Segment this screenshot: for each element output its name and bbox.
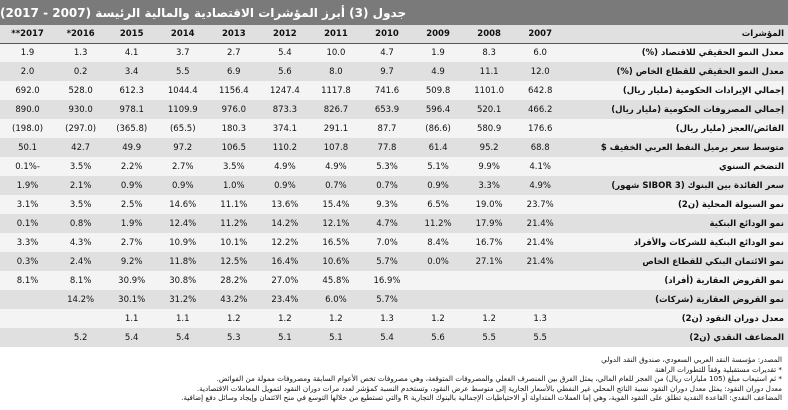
table-cell: 2.1% bbox=[55, 176, 106, 195]
table-row bbox=[0, 252, 788, 271]
table-cell: 4.9% bbox=[515, 176, 566, 195]
table-cell: 509.8 bbox=[413, 81, 464, 100]
table-cell: 23.4% bbox=[259, 290, 310, 309]
table-cell: 4.9% bbox=[259, 157, 310, 176]
table-row bbox=[0, 138, 788, 157]
indicators-table bbox=[0, 25, 788, 347]
table-cell: 9.3% bbox=[361, 195, 412, 214]
table-cell: 1044.4 bbox=[157, 81, 208, 100]
table-cell: 0.9% bbox=[259, 176, 310, 195]
table-title bbox=[0, 0, 788, 25]
table-cell: 0.3% bbox=[0, 252, 55, 271]
header-year: 2013 bbox=[208, 25, 259, 43]
table-cell: 45.8% bbox=[310, 271, 361, 290]
header-year: 2007 bbox=[515, 25, 566, 43]
table-cell: 5.5 bbox=[515, 328, 566, 347]
table-cell: 10.6% bbox=[310, 252, 361, 271]
row-label: إجمالي المصروفات الحكومية (مليار ريال) bbox=[566, 100, 788, 119]
table-cell: 0.7% bbox=[310, 176, 361, 195]
table-cell: 5.5 bbox=[157, 62, 208, 81]
table-cell: 42.7 bbox=[55, 138, 106, 157]
table-cell: 176.6 bbox=[515, 119, 566, 138]
table-cell: 14.6% bbox=[157, 195, 208, 214]
row-label: معدل النمو الحقيقي للقطاع الخاص (%) bbox=[566, 62, 788, 81]
table-cell: 5.1 bbox=[259, 328, 310, 347]
table-cell: 5.4 bbox=[361, 328, 412, 347]
row-label: نمو القروض العقارية (أفراد) bbox=[566, 271, 788, 290]
table-cell: 8.0 bbox=[310, 62, 361, 81]
table-cell: 30.8% bbox=[157, 271, 208, 290]
table-row bbox=[0, 157, 788, 176]
footnote-line: المضاعف النقدي: القاعدة النقدية تطلق على النقود القوية، وهي إما العملات المتداولة أو الاحتياطيات الإجمالية بالبنوك التجارية R والتي تستطيع من خلالها التوسع في منح الائتمان وإيجاد وسائل دفع إضافية. bbox=[181, 393, 782, 403]
table-cell bbox=[413, 290, 464, 309]
table-cell: 3.5% bbox=[208, 157, 259, 176]
table-cell: 5.6 bbox=[259, 62, 310, 81]
row-label: متوسط سعر برميل النفط العربي الخفيف $ bbox=[566, 138, 788, 157]
table-cell: 49.9 bbox=[106, 138, 157, 157]
row-label: نمو الودائع البنكية bbox=[566, 214, 788, 233]
table-cell: 16.5% bbox=[310, 233, 361, 252]
table-cell: 43.2% bbox=[208, 290, 259, 309]
table-cell: 11.1% bbox=[208, 195, 259, 214]
table-cell: 5.1 bbox=[310, 328, 361, 347]
table-cell: 1.3 bbox=[361, 309, 412, 328]
table-cell: 0.7% bbox=[361, 176, 412, 195]
table-cell: 3.7 bbox=[157, 43, 208, 62]
table-cell: 1.0% bbox=[208, 176, 259, 195]
table-cell: 23.7% bbox=[515, 195, 566, 214]
table-cell bbox=[413, 271, 464, 290]
row-label: نمو الائتمان البنكي للقطاع الخاص bbox=[566, 252, 788, 271]
table-cell: 110.2 bbox=[259, 138, 310, 157]
table-cell: 0.1% bbox=[0, 214, 55, 233]
table-cell: 61.4 bbox=[413, 138, 464, 157]
table-cell: 5.4 bbox=[106, 328, 157, 347]
table-cell: 1.2 bbox=[208, 309, 259, 328]
footnote-line: معدل دوران النقود: يمثل معدل دوران النقود نسبة الناتج المحلي غير النفطي بالأسعار الجارية إلى متوسط عرض النقود، وتستخدم النسبة كمؤشر لعدد مرات دوران النقود لتمويل المعاملات الاقتصادية. bbox=[196, 383, 782, 393]
table-cell: 4.3% bbox=[55, 233, 106, 252]
table-cell: 2.5% bbox=[106, 195, 157, 214]
table-cell: 30.1% bbox=[106, 290, 157, 309]
header-year: 2016* bbox=[55, 25, 106, 43]
footnote-line: * ثم استيعاب مبلغ (105 مليارات ريال) من العجز للعام المالي، يمثل الفرق بين المنصرف الفعلي والمصروفات المتوقعة، وهي مصروفات تخص الأعوام السابقة ومصروفات ممولة من الفوائض. bbox=[216, 374, 782, 384]
table-cell: 14.2% bbox=[55, 290, 106, 309]
table-cell: 1.2 bbox=[259, 309, 310, 328]
table-cell: (198.0) bbox=[0, 119, 55, 138]
table-cell: 6.0% bbox=[310, 290, 361, 309]
table-cell: 27.1% bbox=[464, 252, 515, 271]
table-cell: 1.3 bbox=[515, 309, 566, 328]
row-label: معدل النمو الحقيقي للاقتصاد (%) bbox=[566, 43, 788, 62]
table-cell: 8.1% bbox=[55, 271, 106, 290]
table-cell: 15.4% bbox=[310, 195, 361, 214]
table-cell bbox=[55, 309, 106, 328]
table-cell: 3.3% bbox=[0, 233, 55, 252]
table-cell: 17.9% bbox=[464, 214, 515, 233]
table-cell: 9.9% bbox=[464, 157, 515, 176]
row-label: نمو السيولة المحلية (ن2) bbox=[566, 195, 788, 214]
table-cell: 5.2 bbox=[55, 328, 106, 347]
table-cell: 978.1 bbox=[106, 100, 157, 119]
table-row bbox=[0, 100, 788, 119]
table-cell: 3.1% bbox=[0, 195, 55, 214]
table-cell: 3.5% bbox=[55, 195, 106, 214]
table-cell: 16.4% bbox=[259, 252, 310, 271]
table-cell: 95.2 bbox=[464, 138, 515, 157]
table-cell: 21.4% bbox=[515, 214, 566, 233]
table-cell: 2.7 bbox=[208, 43, 259, 62]
table-row bbox=[0, 119, 788, 138]
table-cell bbox=[0, 290, 55, 309]
table-cell: 19.0% bbox=[464, 195, 515, 214]
table-cell: (365.8) bbox=[106, 119, 157, 138]
footnote-line: * تقديرات مستقبلية وفقاً للتطورات الراهنة bbox=[654, 364, 782, 374]
table-cell: 5.7% bbox=[361, 252, 412, 271]
table-title-text: جدول (3) أبرز المؤشرات الاقتصادية والمالية الرئيسة (2007 - 2017) bbox=[0, 5, 407, 20]
table-cell: 27.0% bbox=[259, 271, 310, 290]
table-cell: 13.6% bbox=[259, 195, 310, 214]
table-row bbox=[0, 328, 788, 347]
table-cell: 5.6 bbox=[413, 328, 464, 347]
table-cell: 2.4% bbox=[55, 252, 106, 271]
table-cell: 10.9% bbox=[157, 233, 208, 252]
table-cell: 1.9% bbox=[106, 214, 157, 233]
table-row bbox=[0, 195, 788, 214]
table-cell: 11.2% bbox=[413, 214, 464, 233]
header-year: 2017** bbox=[0, 25, 55, 43]
table-cell: 5.5 bbox=[464, 328, 515, 347]
table-cell: 612.3 bbox=[106, 81, 157, 100]
table-cell: 2.2% bbox=[106, 157, 157, 176]
table-cell: 520.1 bbox=[464, 100, 515, 119]
table-cell: 11.8% bbox=[157, 252, 208, 271]
header-year: 2012 bbox=[259, 25, 310, 43]
table-row bbox=[0, 309, 788, 328]
table-cell: 16.9% bbox=[361, 271, 412, 290]
table-cell: 6.5% bbox=[413, 195, 464, 214]
row-label: المضاعف النقدي (ن2) bbox=[566, 328, 788, 347]
table-cell: 87.7 bbox=[361, 119, 412, 138]
table-cell: 1101.0 bbox=[464, 81, 515, 100]
table-cell: 3.4 bbox=[106, 62, 157, 81]
table-cell: 741.6 bbox=[361, 81, 412, 100]
table-cell: 930.0 bbox=[55, 100, 106, 119]
table-row bbox=[0, 233, 788, 252]
table-cell: 7.0% bbox=[361, 233, 412, 252]
table-cell: 0.0% bbox=[413, 252, 464, 271]
table-cell: 2.0 bbox=[0, 62, 55, 81]
row-label: معدل دوران النقود (ن2) bbox=[566, 309, 788, 328]
table-cell: 4.1 bbox=[106, 43, 157, 62]
table-cell: 5.3% bbox=[361, 157, 412, 176]
table-cell: 4.7 bbox=[361, 43, 412, 62]
table-cell: 107.8 bbox=[310, 138, 361, 157]
table-cell: 180.3 bbox=[208, 119, 259, 138]
table-cell: 466.2 bbox=[515, 100, 566, 119]
table-row bbox=[0, 81, 788, 100]
table-row bbox=[0, 214, 788, 233]
table-cell: 11.1 bbox=[464, 62, 515, 81]
table-cell: 14.2% bbox=[259, 214, 310, 233]
row-label: نمو الودائع البنكية للشركات والأفراد bbox=[566, 233, 788, 252]
table-cell: 826.7 bbox=[310, 100, 361, 119]
table-cell: 12.4% bbox=[157, 214, 208, 233]
table-cell: 873.3 bbox=[259, 100, 310, 119]
table-cell: 97.2 bbox=[157, 138, 208, 157]
table-cell: 890.0 bbox=[0, 100, 55, 119]
table-cell: 1117.8 bbox=[310, 81, 361, 100]
table-cell: 12.5% bbox=[208, 252, 259, 271]
table-cell: 1.9% bbox=[0, 176, 55, 195]
table-cell: 21.4% bbox=[515, 252, 566, 271]
table-row bbox=[0, 62, 788, 81]
table-cell: 9.2% bbox=[106, 252, 157, 271]
table-cell: 1156.4 bbox=[208, 81, 259, 100]
table-cell bbox=[0, 328, 55, 347]
table-cell: 528.0 bbox=[55, 81, 106, 100]
footnote-line: المصدر: مؤسسة النقد العربي السعودي، صندوق النقد الدولي bbox=[601, 355, 782, 364]
table-cell: 8.4% bbox=[413, 233, 464, 252]
table-cell: 1.1 bbox=[106, 309, 157, 328]
table-cell: 374.1 bbox=[259, 119, 310, 138]
table-cell: 976.0 bbox=[208, 100, 259, 119]
header-year: 2011 bbox=[310, 25, 361, 43]
table-cell: 596.4 bbox=[413, 100, 464, 119]
table-row bbox=[0, 271, 788, 290]
table-cell: 2.7% bbox=[106, 233, 157, 252]
table-cell: 5.4 bbox=[157, 328, 208, 347]
table-cell: 9.7 bbox=[361, 62, 412, 81]
table-cell: 1.3 bbox=[55, 43, 106, 62]
table-cell: 2.7% bbox=[157, 157, 208, 176]
table-cell: 77.8 bbox=[361, 138, 412, 157]
table-header-row bbox=[0, 25, 788, 43]
table-cell: 68.8 bbox=[515, 138, 566, 157]
table-cell: 12.1% bbox=[310, 214, 361, 233]
table-cell: -0.1% bbox=[0, 157, 55, 176]
table-cell bbox=[464, 271, 515, 290]
header-year: 2015 bbox=[106, 25, 157, 43]
table-cell: 692.0 bbox=[0, 81, 55, 100]
table-cell: 6.9 bbox=[208, 62, 259, 81]
table-cell bbox=[515, 271, 566, 290]
table-cell: 1.9 bbox=[0, 43, 55, 62]
row-label: نمو القروض العقارية (شركات) bbox=[566, 290, 788, 309]
table-cell: 5.4 bbox=[259, 43, 310, 62]
table-cell: 1.2 bbox=[413, 309, 464, 328]
table-cell: 291.1 bbox=[310, 119, 361, 138]
header-year: 2010 bbox=[361, 25, 412, 43]
table-cell: 6.0 bbox=[515, 43, 566, 62]
header-year: 2014 bbox=[157, 25, 208, 43]
table-row bbox=[0, 43, 788, 62]
table-cell: 16.7% bbox=[464, 233, 515, 252]
table-cell: 1.9 bbox=[413, 43, 464, 62]
table-cell: 8.3 bbox=[464, 43, 515, 62]
table-cell: 30.9% bbox=[106, 271, 157, 290]
table-cell: 12.0 bbox=[515, 62, 566, 81]
header-year: 2009 bbox=[413, 25, 464, 43]
table-cell: 5.3 bbox=[208, 328, 259, 347]
table-row bbox=[0, 290, 788, 309]
table-cell: 1247.4 bbox=[259, 81, 310, 100]
table-cell: 0.2 bbox=[55, 62, 106, 81]
table-cell: 1.2 bbox=[464, 309, 515, 328]
table-cell: 106.5 bbox=[208, 138, 259, 157]
row-label: الفائض/العجز (مليار ريال) bbox=[566, 119, 788, 138]
footnotes bbox=[0, 353, 788, 410]
table-cell: 1.1 bbox=[157, 309, 208, 328]
header-year: 2008 bbox=[464, 25, 515, 43]
table-cell: 4.9% bbox=[310, 157, 361, 176]
table-cell: 21.4% bbox=[515, 233, 566, 252]
table-cell bbox=[0, 309, 55, 328]
table-cell: 50.1 bbox=[0, 138, 55, 157]
row-label: التضخم السنوي bbox=[566, 157, 788, 176]
table-cell: 4.1% bbox=[515, 157, 566, 176]
table-body bbox=[0, 25, 788, 347]
table-cell: 28.2% bbox=[208, 271, 259, 290]
table-cell: 4.9 bbox=[413, 62, 464, 81]
table-cell: 10.0 bbox=[310, 43, 361, 62]
table-cell: 11.2% bbox=[208, 214, 259, 233]
header-indicators: المؤشرات bbox=[566, 25, 788, 43]
table-cell: 3.5% bbox=[55, 157, 106, 176]
table-cell: 31.2% bbox=[157, 290, 208, 309]
table-cell: 5.7% bbox=[361, 290, 412, 309]
table-cell: 5.1% bbox=[413, 157, 464, 176]
table-cell: (65.5) bbox=[157, 119, 208, 138]
table-cell: 12.2% bbox=[259, 233, 310, 252]
table-cell: 0.9% bbox=[157, 176, 208, 195]
table-cell: 10.1% bbox=[208, 233, 259, 252]
table-cell: 0.9% bbox=[413, 176, 464, 195]
table-cell: 3.3% bbox=[464, 176, 515, 195]
row-label: سعر الفائدة بين البنوك (SIBOR 3 شهور) bbox=[566, 176, 788, 195]
table-cell: (86.6) bbox=[413, 119, 464, 138]
table-cell: 0.8% bbox=[55, 214, 106, 233]
table-row bbox=[0, 176, 788, 195]
table-cell: (297.0) bbox=[55, 119, 106, 138]
row-label: إجمالي الإيرادات الحكومية (مليار ريال) bbox=[566, 81, 788, 100]
table-cell: 642.8 bbox=[515, 81, 566, 100]
table-cell: 580.9 bbox=[464, 119, 515, 138]
table-cell: 1109.9 bbox=[157, 100, 208, 119]
table-cell: 4.7% bbox=[361, 214, 412, 233]
table-cell: 653.9 bbox=[361, 100, 412, 119]
table-cell bbox=[515, 290, 566, 309]
table-cell bbox=[464, 290, 515, 309]
table-cell: 1.2 bbox=[310, 309, 361, 328]
table-cell: 0.9% bbox=[106, 176, 157, 195]
table-cell: 8.1% bbox=[0, 271, 55, 290]
